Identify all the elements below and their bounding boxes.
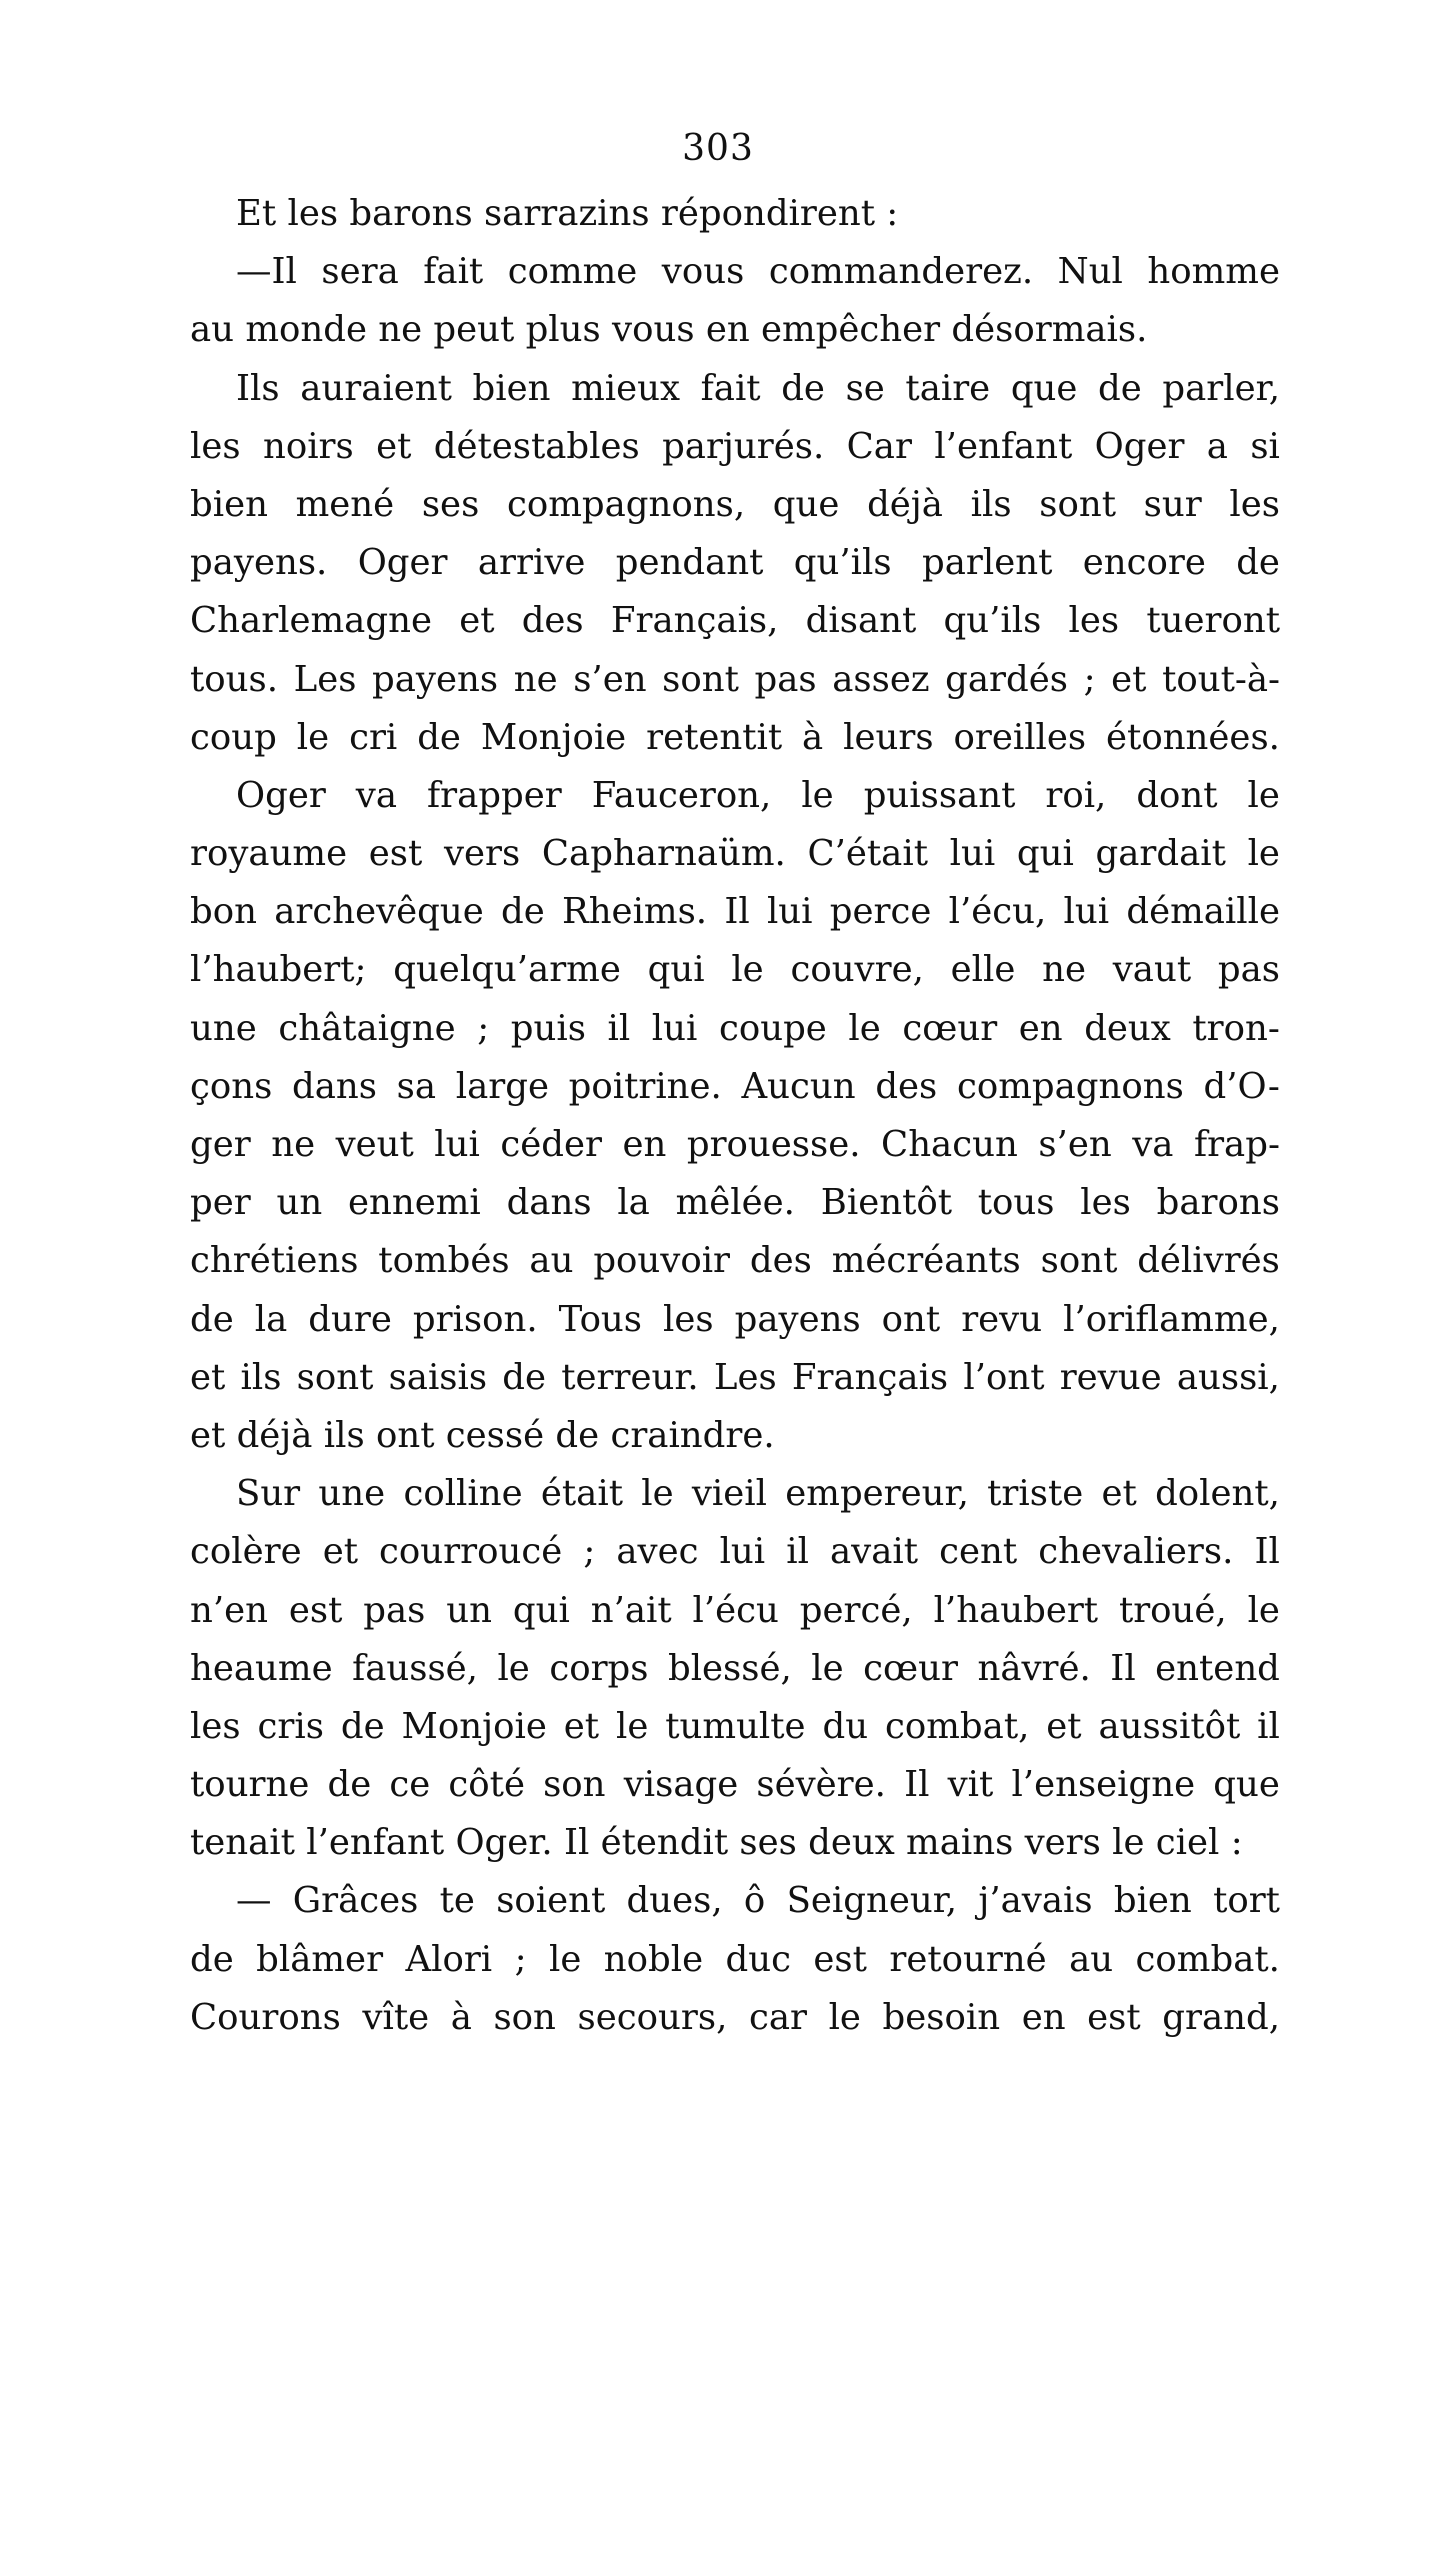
text-line: Courons vîte à son secours, car le besoin en est grand, [190,1996,1280,2038]
text-line: colère et courroucé ; avec lui il avait cent chevaliers. Il [190,1531,1280,1573]
text-line: Charlemagne et des Français, disant qu’ils les tueront [190,600,1280,642]
text-line: n’en est pas un qui n’ait l’écu percé, l’haubert troué, le [190,1589,1280,1631]
text-line: —Il sera fait comme vous commanderez. Nul homme [236,251,1280,293]
text-line: l’haubert; quelqu’arme qui le couvre, elle ne vaut pas [190,949,1280,991]
text-line: — Grâces te soient dues, ô Seigneur, j’avais bien tort [236,1880,1280,1922]
text-line: chrétiens tombés au pouvoir des mécréants sont délivrés [190,1240,1280,1282]
text-line: bien mené ses compagnons, que déjà ils sont sur les [190,483,1280,525]
text-line: Et les barons sarrazins répondirent : [236,193,899,234]
text-line: et déjà ils ont cessé de craindre. [190,1414,775,1456]
text-line: tenait l’enfant Oger. Il étendit ses deux mains vers le ciel : [190,1822,1243,1864]
text-line: Ils auraient bien mieux fait de se taire que de parler, [236,367,1280,409]
text-line: royaume est vers Capharnaüm. C’était lui qui gardait le [190,833,1280,875]
text-line: tous. Les payens ne s’en sont pas assez gardés ; et tout-à- [190,658,1280,700]
text-line: heaume faussé, le corps blessé, le cœur nâvré. Il entend [190,1647,1280,1689]
text-line: de la dure prison. Tous les payens ont revu l’oriflamme, [190,1298,1280,1340]
text-line: per un ennemi dans la mêlée. Bientôt tous les barons [190,1182,1280,1224]
text-line: de blâmer Alori ; le noble duc est retourné au combat. [190,1938,1280,1980]
text-line: les cris de Monjoie et le tumulte du combat, et aussitôt il [190,1705,1280,1747]
text-line: les noirs et détestables parjurés. Car l’enfant Oger a si [190,425,1280,467]
body-text [190,185,1280,2047]
text-line: Sur une colline était le vieil empereur, triste et dolent, [236,1473,1280,1515]
text-line: payens. Oger arrive pendant qu’ils parlent encore de [190,542,1280,584]
text-line: Oger va frapper Fauceron, le puissant roi, dont le [236,774,1280,816]
text-line: tourne de ce côté son visage sévère. Il vit l’enseigne que [190,1764,1280,1806]
text-line: une châtaigne ; puis il lui coupe le cœur en deux tron- [190,1007,1280,1049]
text-line: çons dans sa large poitrine. Aucun des compagnons d’O- [190,1065,1280,1107]
text-line: coup le cri de Monjoie retentit à leurs oreilles étonnées. [190,716,1280,758]
page-number: 303 [682,128,754,169]
text-line: et ils sont saisis de terreur. Les Français l’ont revue aussi, [190,1356,1280,1398]
text-line: bon archevêque de Rheims. Il lui perce l’écu, lui démaille [190,891,1280,933]
text-line: ger ne veut lui céder en prouesse. Chacun s’en va frap- [190,1124,1280,1165]
text-line: au monde ne peut plus vous en empêcher désormais. [190,309,1148,351]
